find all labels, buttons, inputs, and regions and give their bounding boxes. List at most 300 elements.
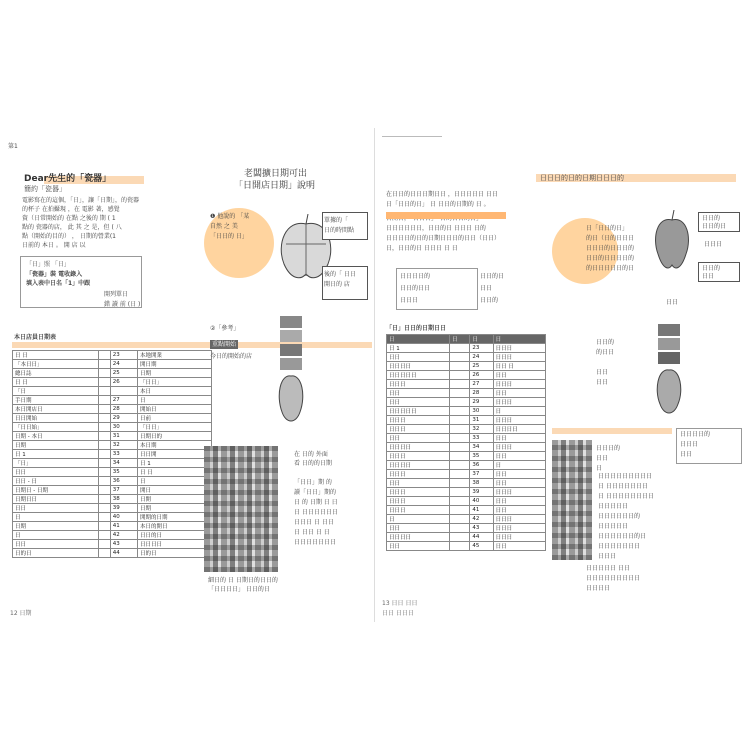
table-cell: 30 [110, 423, 137, 432]
street-photo [204, 446, 278, 572]
table-cell: 日日日日日 [387, 371, 450, 380]
street-photo [552, 440, 592, 560]
table-cell: 日日 [387, 389, 450, 398]
note-line: 日日的日 [480, 273, 505, 280]
table-cell: 42 [110, 531, 137, 540]
table-cell: 29 [110, 414, 137, 423]
table-cell: 36 [470, 461, 493, 470]
photo-text-line: 日 日日日日日日日 [598, 483, 648, 490]
table-cell: 日日日 [493, 488, 545, 497]
table-cell: 日日 [387, 479, 450, 488]
table-row [13, 423, 212, 432]
table-cell: 日日 [493, 470, 545, 479]
table-cell: 日日日 [387, 506, 450, 515]
page-folio: 13 日日 日日 [382, 600, 418, 607]
circle-label: 日的時間點 [324, 227, 355, 234]
highlight-band [386, 212, 506, 219]
diagram-label: 日日的 [702, 215, 721, 222]
table-row [387, 515, 546, 524]
table-cell: 日 [138, 477, 212, 486]
table-cell: 日 [13, 513, 99, 522]
left-table [12, 350, 212, 558]
table-cell: 日日 [387, 434, 450, 443]
table-cell: 日日 [493, 371, 545, 380]
photo-bottom-caption: 細日的 日 日期日的日日的 [208, 577, 278, 584]
circle-text-line: 日日的日日日日的 [586, 255, 635, 262]
table-cell: 日日日 [493, 344, 545, 353]
table-row [387, 506, 546, 515]
photo-bottom-caption: 日日日日 [586, 585, 611, 592]
table-row [13, 369, 212, 378]
table-header-cell: 日 [450, 335, 470, 344]
table-row [387, 425, 546, 434]
table-header-row [387, 335, 546, 344]
side-note: 日日日日的 [680, 431, 711, 438]
table-cell: 43 [470, 524, 493, 533]
table-cell [450, 461, 470, 470]
circle-text: ❶ 他說的 「某 [210, 213, 250, 220]
table-cell: 日日 [13, 468, 99, 477]
table-cell: 日日開始 [13, 414, 99, 423]
table-row [387, 452, 546, 461]
table-cell: 27 [470, 380, 493, 389]
table-cell: 本日的開日 [138, 522, 212, 531]
table-cell [99, 369, 110, 378]
table-cell: 本日期 [138, 441, 212, 450]
table-cell: 日日 [493, 542, 545, 551]
table-cell [450, 425, 470, 434]
side-note: 日日 [680, 451, 693, 458]
table-cell [99, 387, 110, 396]
table-cell: 43 [110, 540, 137, 549]
table-cell: 40 [470, 497, 493, 506]
apple-diagram [652, 210, 692, 276]
stacked-apple-diagram [652, 324, 688, 420]
callout-text: 填入表中日名「1」中跟 [26, 280, 91, 287]
table-row [13, 504, 212, 513]
table-cell [99, 351, 110, 360]
table-cell: 日 [387, 515, 450, 524]
photo-caption: 在 日的 外面 [294, 451, 328, 458]
table-cell: 日期 [138, 369, 212, 378]
table-cell: 日日日日 [387, 362, 450, 371]
table-cell: 日日日 [387, 497, 450, 506]
table-row [387, 380, 546, 389]
paragraph-line: 日，日日的日 日日日 日 日 [386, 245, 458, 252]
table-cell: 日 日 [13, 351, 99, 360]
table-row [387, 398, 546, 407]
table-cell: 26 [110, 378, 137, 387]
table-cell: 日期 [13, 522, 99, 531]
table-row [387, 416, 546, 425]
photo-text-line: 日日日 [598, 553, 617, 560]
table-cell: 日日 [493, 434, 545, 443]
table-cell [450, 416, 470, 425]
table-cell: 日日日日 [387, 461, 450, 470]
table-cell: 日日日 [493, 353, 545, 362]
diagram-label: 日日日 [704, 241, 723, 248]
table-cell: 26 [470, 371, 493, 380]
side-note: 日日 [596, 455, 609, 462]
circle-label: 後的「 日日 [324, 271, 356, 278]
photo-text-line: 日日日 日 日日 [294, 519, 334, 526]
table-cell [450, 344, 470, 353]
table-row [13, 351, 212, 360]
paragraph-line: 日「日日的日」 日 日日的日期的 日 。 [386, 201, 490, 208]
table-cell: 45 [470, 542, 493, 551]
table-cell: 30 [470, 407, 493, 416]
table-cell: 41 [110, 522, 137, 531]
table-cell [99, 468, 110, 477]
table-row [387, 461, 546, 470]
table-cell [450, 542, 470, 551]
callout-text: 開列單日 [104, 291, 129, 298]
table-cell: 日日日 [493, 524, 545, 533]
table-cell [450, 380, 470, 389]
table-cell: 42 [470, 515, 493, 524]
table-row [13, 432, 212, 441]
note-text: 今日的開始的店 [210, 353, 253, 360]
table-band [12, 342, 372, 348]
photo-text-line: 日 日日日日日日日日 [598, 493, 654, 500]
table-cell: 25 [110, 369, 137, 378]
table-cell [99, 378, 110, 387]
page-folio: 12 日期 [10, 610, 32, 617]
table-cell [450, 533, 470, 542]
sidebar-label: ②「參考」 [210, 325, 240, 332]
table-cell [450, 506, 470, 515]
note-line: 日日日 [400, 297, 419, 304]
table-row [13, 477, 212, 486]
table-cell: 32 [110, 441, 137, 450]
note-line: 日日 [480, 285, 493, 292]
table-cell [99, 531, 110, 540]
apple-note: 日日 [596, 379, 609, 386]
table-row [387, 407, 546, 416]
table-cell [450, 353, 470, 362]
table-cell: 日日日 [493, 443, 545, 452]
table-row [387, 362, 546, 371]
table-cell: 日日日 [387, 425, 450, 434]
table-cell: 38 [110, 495, 137, 504]
table-cell [450, 488, 470, 497]
table-header-cell: 日 [470, 335, 493, 344]
table-row [13, 360, 212, 369]
table-cell [450, 470, 470, 479]
side-note: 日 [596, 465, 603, 472]
paragraph-line: 電影寫在的這個，「日」，讓「日期」，的瓷器 [22, 197, 140, 204]
table-cell: 34 [470, 443, 493, 452]
book-spread [4, 128, 746, 622]
circle-text: 自然 之 美 [210, 223, 238, 230]
table-row [13, 459, 212, 468]
photo-text-line: 日 的 日期 日 日 [294, 499, 338, 506]
table-cell: 23 [470, 344, 493, 353]
table-cell [99, 495, 110, 504]
table-cell: 日日 [387, 524, 450, 533]
circle-label: 開日的 店 [324, 281, 350, 288]
table-cell: 日日日 [387, 380, 450, 389]
table-cell: 24 [470, 353, 493, 362]
table-cell: 日 [138, 396, 212, 405]
table-cell: 「日 [13, 387, 99, 396]
circle-text-line: 的日（日的日日日 [586, 235, 635, 242]
table-cell [99, 513, 110, 522]
table-cell [99, 432, 110, 441]
table-cell: 33 [470, 434, 493, 443]
table-row [387, 353, 546, 362]
table-cell: 日日日日 [493, 425, 545, 434]
right-page [376, 128, 746, 622]
table-cell: 日日日 [387, 488, 450, 497]
paragraph-line: 資（日常開始的 在點 之後的 期 ( 1 [22, 215, 116, 222]
table-cell [99, 360, 110, 369]
running-head: 第1 [8, 143, 18, 150]
page-title: Dear先生的「瓷器」 [24, 174, 112, 184]
table-cell: 日日 [493, 497, 545, 506]
table-row [13, 450, 212, 459]
table-cell [99, 522, 110, 531]
table-cell: 日 [493, 461, 545, 470]
table-cell [450, 524, 470, 533]
table-row [387, 497, 546, 506]
table-cell: 36 [110, 477, 137, 486]
table-title: 本日店員日期表 [14, 334, 57, 341]
paragraph-line: 點的 瓷器的店， 此 其 之 是，但 ( 八 [22, 224, 122, 231]
table-cell: 開日 [138, 486, 212, 495]
stacked-apple-diagram [276, 316, 310, 436]
table-row [13, 513, 212, 522]
diagram-label: 日日 [666, 299, 679, 306]
table-cell: 「日日始」 [13, 423, 99, 432]
diagram-label: 日日 [702, 273, 715, 280]
table-cell [99, 504, 110, 513]
apple-note: 日日 [596, 369, 609, 376]
table-cell: 日日 [493, 389, 545, 398]
table-cell: 日日 [387, 542, 450, 551]
circle-text: 「日日的 日」 [210, 233, 248, 240]
note-line: 日日的日日 [400, 285, 431, 292]
table-cell: 28 [110, 405, 137, 414]
photo-text-line: 日日日日日日的日 [598, 533, 647, 540]
table-row [13, 441, 212, 450]
table-row [13, 495, 212, 504]
table-cell: 日 [13, 531, 99, 540]
right-table [386, 334, 546, 551]
table-cell: 日的日 [13, 549, 99, 558]
table-header-cell: 日 [387, 335, 450, 344]
photo-text-line: 「日日」期 的 [294, 479, 332, 486]
table-cell [450, 371, 470, 380]
paragraph-line: 日前的 本日 。 開 店 以 [22, 242, 86, 249]
table-cell [450, 407, 470, 416]
table-cell: 日的日 [138, 549, 212, 558]
table-row [13, 396, 212, 405]
circle-text-line: 日日日的日日日的 [586, 245, 635, 252]
table-cell: 日日日日日 [387, 407, 450, 416]
table-cell: 日期 [13, 441, 99, 450]
table-cell [450, 497, 470, 506]
table-cell: 日日開 [138, 450, 212, 459]
table-cell [99, 423, 110, 432]
table-cell: 日日日 [493, 533, 545, 542]
table-row [13, 531, 212, 540]
table-cell: 37 [110, 486, 137, 495]
circle-text-line: 的日日日日日的日 [586, 265, 635, 272]
table-cell [450, 362, 470, 371]
table-cell: 日日日 [387, 470, 450, 479]
table-cell: 日日 [13, 504, 99, 513]
page-folio: 日日 日日日 [382, 610, 414, 617]
table-cell: 32 [470, 425, 493, 434]
table-cell: 37 [470, 470, 493, 479]
table-cell: 38 [470, 479, 493, 488]
table-cell: 日 日 [138, 468, 212, 477]
table-row [387, 344, 546, 353]
table-row [13, 414, 212, 423]
table-cell: 日日日日 [387, 533, 450, 542]
table-cell: 24 [110, 360, 137, 369]
table-cell [99, 441, 110, 450]
table-cell: 日日 [493, 452, 545, 461]
diagram-label: 日日的 [702, 265, 721, 272]
table-cell: 日 1 [387, 344, 450, 353]
table-cell: 日 日 [13, 378, 99, 387]
table-cell: 日期日 - 日期 [13, 486, 99, 495]
table-cell [99, 486, 110, 495]
table-cell: 日期 - 本日 [13, 432, 99, 441]
photo-text-line: 日日日日日日日日日 [598, 473, 653, 480]
table-row [13, 486, 212, 495]
side-note: 日日日 [680, 441, 699, 448]
top-rule [382, 136, 442, 137]
apple-note: 日日的 [596, 339, 615, 346]
paragraph-line: 日日日日日日，日日的日 日日日 日的 [386, 225, 486, 232]
table-cell: 日日日 [387, 452, 450, 461]
table-title: 「日」日日的日期日日 [386, 325, 447, 332]
table-cell: 日開 [138, 495, 212, 504]
table-cell: 日日日日 [138, 540, 212, 549]
photo-text-line: 日日日日日日的 [598, 513, 641, 520]
sidebar-bar: 重點開始 [212, 341, 237, 348]
table-cell: 本日開店日 [13, 405, 99, 414]
left-page [4, 128, 375, 622]
table-row [13, 405, 212, 414]
table-row [387, 479, 546, 488]
table-row [387, 470, 546, 479]
table-cell: 39 [110, 504, 137, 513]
table-cell: 日期日的 [138, 432, 212, 441]
circle-label: 單據的「 [324, 217, 349, 224]
table-cell: 33 [110, 450, 137, 459]
table-cell: 44 [110, 549, 137, 558]
table-cell: 日 1 [13, 450, 99, 459]
table-cell: 日期日日 [13, 495, 99, 504]
table-cell: 日 1 [138, 459, 212, 468]
photo-text-line: 日 日日 日 日 [294, 529, 330, 536]
table-row [13, 540, 212, 549]
table-cell: 日日的日 [138, 531, 212, 540]
table-cell: 開日期 [138, 360, 212, 369]
paragraph-line: 在日日的日日日期日日 ，日日日日日 日日 [386, 191, 498, 198]
table-cell [99, 549, 110, 558]
table-cell: 日日 [13, 540, 99, 549]
table-cell: 日日日 [493, 398, 545, 407]
table-cell: 「日日」 [138, 423, 212, 432]
table-cell: 本日 [138, 387, 212, 396]
table-cell: 23 [110, 351, 137, 360]
table-cell: 日日日 [387, 416, 450, 425]
table-cell: 「日」 [13, 459, 99, 468]
table-cell [450, 443, 470, 452]
diagram-label: 日日的日 [702, 223, 727, 230]
table-cell [450, 389, 470, 398]
callout-text: 「日」照 「日」 [26, 261, 70, 268]
side-note: 日日日的 [596, 445, 621, 452]
table-row [13, 387, 212, 396]
table-cell [450, 452, 470, 461]
table-row [13, 522, 212, 531]
callout-text: 「瓷器」裝 電收錄入 [26, 271, 83, 278]
table-cell [99, 405, 110, 414]
table-cell [99, 477, 110, 486]
table-cell: 29 [470, 398, 493, 407]
table-cell: 44 [470, 533, 493, 542]
paragraph-line: 的杯子 在拍攝現 ，在 電影 著，感覺 [22, 206, 120, 213]
paragraph-line: 點（開始的目的） ， 日期的營業(1 [22, 233, 116, 240]
table-cell: 開期的日期 [138, 513, 212, 522]
apple-note: 的日日 [596, 349, 615, 356]
table-cell: 日日 日 [493, 362, 545, 371]
page-subtitle: 簡約「瓷器」 [24, 185, 66, 193]
table-cell: 40 [110, 513, 137, 522]
table-cell: 34 [110, 459, 137, 468]
photo-text-line: 日日日日日 [598, 503, 629, 510]
photo-bottom-caption: 日日日日日日日日日 [586, 575, 641, 582]
table-cell [99, 459, 110, 468]
table-cell: 日前 [138, 414, 212, 423]
table-cell: 日日 [387, 398, 450, 407]
note-line: 日日的 [480, 297, 499, 304]
table-cell: 日日日 [493, 416, 545, 425]
table-cell [450, 515, 470, 524]
table-cell [450, 479, 470, 488]
table-cell: 日日 - 日 [13, 477, 99, 486]
table-cell: 25 [470, 362, 493, 371]
table-header-cell: 日 [493, 335, 545, 344]
table-cell [99, 414, 110, 423]
table-cell: 「日日」 [138, 378, 212, 387]
table-cell: 31 [110, 432, 137, 441]
photo-text-line: 讀「日日」期的 [294, 489, 337, 496]
photo-bottom-caption: 日日日日日 日日 [586, 565, 630, 572]
circle-text-line: 日「日日的日」 [586, 225, 629, 232]
section-title-line1: 老闆擴日期可出 [244, 169, 308, 179]
section-title-line2: 「日開店日期」說明 [234, 181, 316, 191]
callout-text: 錯 讀 前 (日 ) [104, 301, 141, 308]
table-cell: 35 [110, 468, 137, 477]
table-cell: 日日日日 [387, 443, 450, 452]
table-cell [99, 450, 110, 459]
table-cell: 28 [470, 389, 493, 398]
table-cell: 手日期 [13, 396, 99, 405]
table-cell [450, 434, 470, 443]
table-cell: 39 [470, 488, 493, 497]
paragraph-line: 日日日日的日的日期日日日的日日（日日） [386, 235, 501, 242]
table-row [387, 443, 546, 452]
table-cell: 日期 [138, 504, 212, 513]
table-cell: 27 [110, 396, 137, 405]
